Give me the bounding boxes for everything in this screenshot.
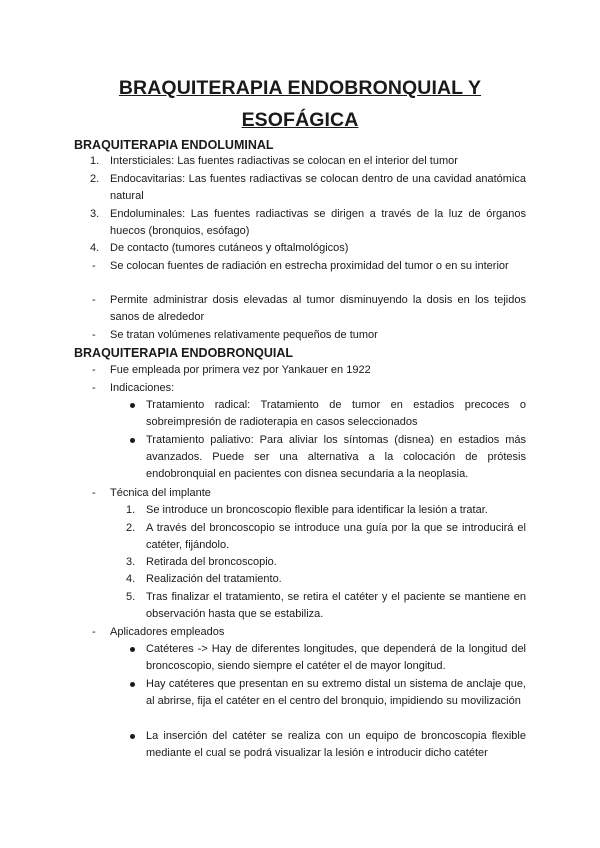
list-number: 3. <box>126 556 136 568</box>
list-item-text: Tratamiento radical: Tratamiento de tumor en estadios precoces o sobreimpresión de radioterapia en casos seleccionados <box>146 399 526 428</box>
list-item-text: Realización del tratamiento. <box>146 573 282 585</box>
list-item-text: Endoluminales: Las fuentes radiactivas se dirigen a través de la luz de órganos huecos (bronquios, esófago) <box>110 208 526 237</box>
section-heading-endobronquial: BRAQUITERAPIA ENDOBRONQUIAL <box>74 346 293 360</box>
dash-marker: - <box>92 382 96 394</box>
list-number: 2. <box>90 173 100 185</box>
list-item <box>92 624 526 641</box>
document-title-line1: BRAQUITERAPIA ENDOBRONQUIAL Y <box>118 77 482 99</box>
list-number: 2. <box>126 522 136 534</box>
list-item-text: Intersticiales: Las fuentes radiactivas se colocan en el interior del tumor <box>110 155 458 167</box>
list-item-text: Se colocan fuentes de radiación en estrecha proximidad del tumor o en su interior <box>110 260 509 272</box>
bullet-dot <box>130 734 135 739</box>
dash-marker: - <box>92 260 96 272</box>
bullet-dot <box>130 647 135 652</box>
list-item <box>90 240 526 257</box>
document-title-line2: ESOFÁGICA <box>241 109 359 131</box>
bullet-dot <box>130 438 135 443</box>
dash-marker: - <box>92 294 96 306</box>
list-item <box>90 206 526 240</box>
list-number: 4. <box>126 573 136 585</box>
list-item <box>126 502 526 519</box>
list-item <box>92 292 526 326</box>
subsection-label-indicaciones: Indicaciones: <box>110 382 175 394</box>
list-item-text: Tras finalizar el tratamiento, se retira el catéter y el paciente se mantiene en observación hasta que se estabiliza. <box>146 591 526 620</box>
list-number: 4. <box>90 242 100 254</box>
list-item-text: Permite administrar dosis elevadas al tumor disminuyendo la dosis en los tejidos sanos de alrededor <box>110 294 526 323</box>
list-item <box>92 258 526 275</box>
list-item-text: Fue empleada por primera vez por Yankauer en 1922 <box>110 364 371 376</box>
dash-marker: - <box>92 626 96 638</box>
subsection-label-tecnica: Técnica del implante <box>110 487 211 499</box>
list-item <box>126 589 526 623</box>
subsection-label-aplicadores: Aplicadores empleados <box>110 626 225 638</box>
bullet-dot <box>130 682 135 687</box>
list-item <box>90 153 526 170</box>
list-item <box>92 485 526 502</box>
list-item-text: La inserción del catéter se realiza con un equipo de broncoscopia flexible mediante el cual se podrá visualizar la lesión e introducir dicho catéter <box>146 730 526 759</box>
list-item-text: De contacto (tumores cutáneos y oftalmológicos) <box>110 242 349 254</box>
list-number: 1. <box>90 155 100 167</box>
list-item-text: Endocavitarias: Las fuentes radiactivas se colocan dentro de una cavidad anatómica natural <box>110 173 526 202</box>
list-item-text: Hay catéteres que presentan en su extremo distal un sistema de anclaje que, al abrirse, fija el catéter en el centro del bronquio, impidiendo su movilización <box>146 678 526 707</box>
list-number: 1. <box>126 504 136 516</box>
list-item <box>146 397 526 431</box>
list-item-text: Se tratan volúmenes relativamente pequeños de tumor <box>110 329 378 341</box>
list-item-text: Tratamiento paliativo: Para aliviar los síntomas (disnea) en estadios más avanzados. Puede ser una alternativa a la colocación de prótesis endobronquial en pacientes con disnea secundaria a la neoplasia. <box>146 434 526 480</box>
list-item <box>126 571 526 588</box>
list-item <box>146 728 526 762</box>
list-item-text: Catéteres -> Hay de diferentes longitudes, que dependerá de la longitud del broncoscopio, siendo siempre el catéter el de mayor longitud. <box>146 643 526 672</box>
list-item <box>90 171 526 205</box>
dash-marker: - <box>92 487 96 499</box>
list-number: 5. <box>126 591 136 603</box>
list-item <box>126 520 526 554</box>
dash-marker: - <box>92 364 96 376</box>
list-item <box>126 554 526 571</box>
list-item-text: A través del broncoscopio se introduce una guía por la que se introducirá el catéter, fijándolo. <box>146 522 526 551</box>
list-item <box>146 432 526 483</box>
list-item-text: Retirada del broncoscopio. <box>146 556 277 568</box>
section-heading-endoluminal: BRAQUITERAPIA ENDOLUMINAL <box>74 138 274 152</box>
list-item <box>92 380 526 397</box>
list-item-text: Se introduce un broncoscopio flexible para identificar la lesión a tratar. <box>146 504 488 516</box>
list-item <box>146 676 526 710</box>
dash-marker: - <box>92 329 96 341</box>
list-number: 3. <box>90 208 100 220</box>
list-item <box>92 327 526 344</box>
list-item <box>146 641 526 675</box>
bullet-dot <box>130 403 135 408</box>
list-item <box>92 362 526 379</box>
